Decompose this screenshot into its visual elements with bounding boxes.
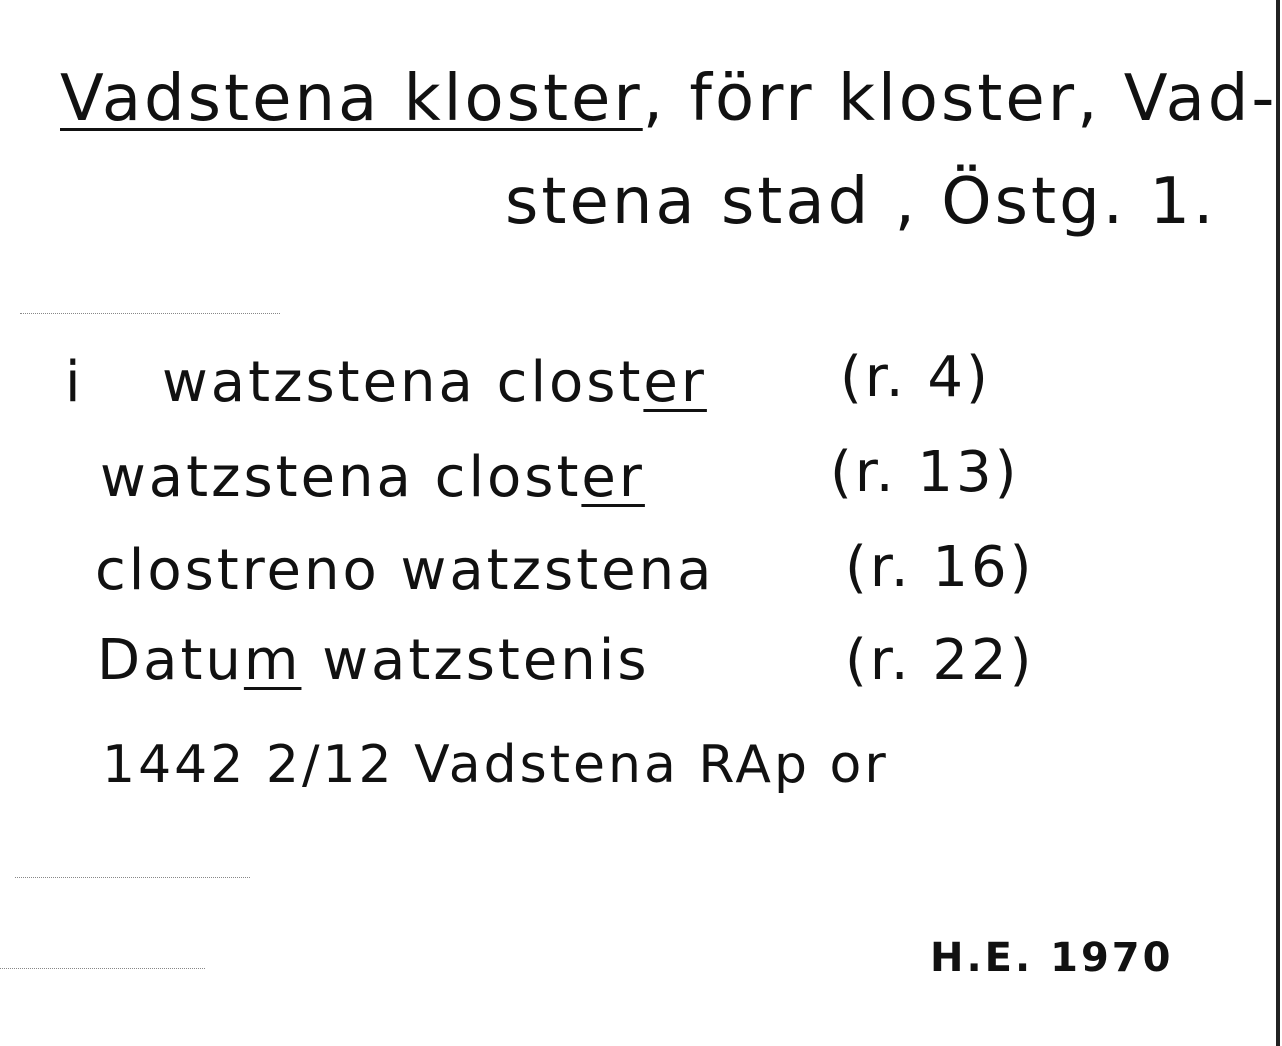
signature: H.E. 1970 [930, 935, 1174, 981]
place-name: Vadstena kloster [60, 62, 643, 136]
entry-text [97, 628, 650, 693]
source-line: 1442 2/12 Vadstena RAp or [102, 735, 889, 795]
heading-line-1 [60, 62, 1278, 136]
entry-text [95, 538, 714, 603]
scan-line [0, 968, 205, 969]
entry-text-underlined: er [643, 350, 707, 415]
heading-rest: , förr kloster, Vad- [642, 62, 1278, 136]
entry-text [162, 350, 707, 415]
scan-line [15, 877, 250, 878]
scan-line [20, 313, 280, 314]
entry-text-plain: watzstena clost [100, 445, 582, 510]
entry-ref: (r. 22) [845, 628, 1035, 693]
entry-ref: (r. 16) [845, 535, 1035, 600]
card-edge [1276, 0, 1280, 1046]
heading-line-2: stena stad , Östg. 1. [505, 165, 1217, 239]
entry-prefix: i [65, 350, 84, 415]
entry-text-plain: watzstena clost [162, 350, 644, 415]
entry-text-plain: Datu [97, 628, 244, 693]
entry-text-after: watzstenis [301, 628, 650, 693]
entry-ref: (r. 4) [840, 345, 991, 410]
entry-row [65, 350, 84, 415]
entry-ref: (r. 13) [830, 440, 1020, 505]
entry-text-underlined: m [243, 628, 302, 693]
entry-text [100, 445, 645, 510]
entry-text-plain: clostreno watzstena [95, 538, 715, 603]
entry-text-underlined: er [581, 445, 645, 510]
